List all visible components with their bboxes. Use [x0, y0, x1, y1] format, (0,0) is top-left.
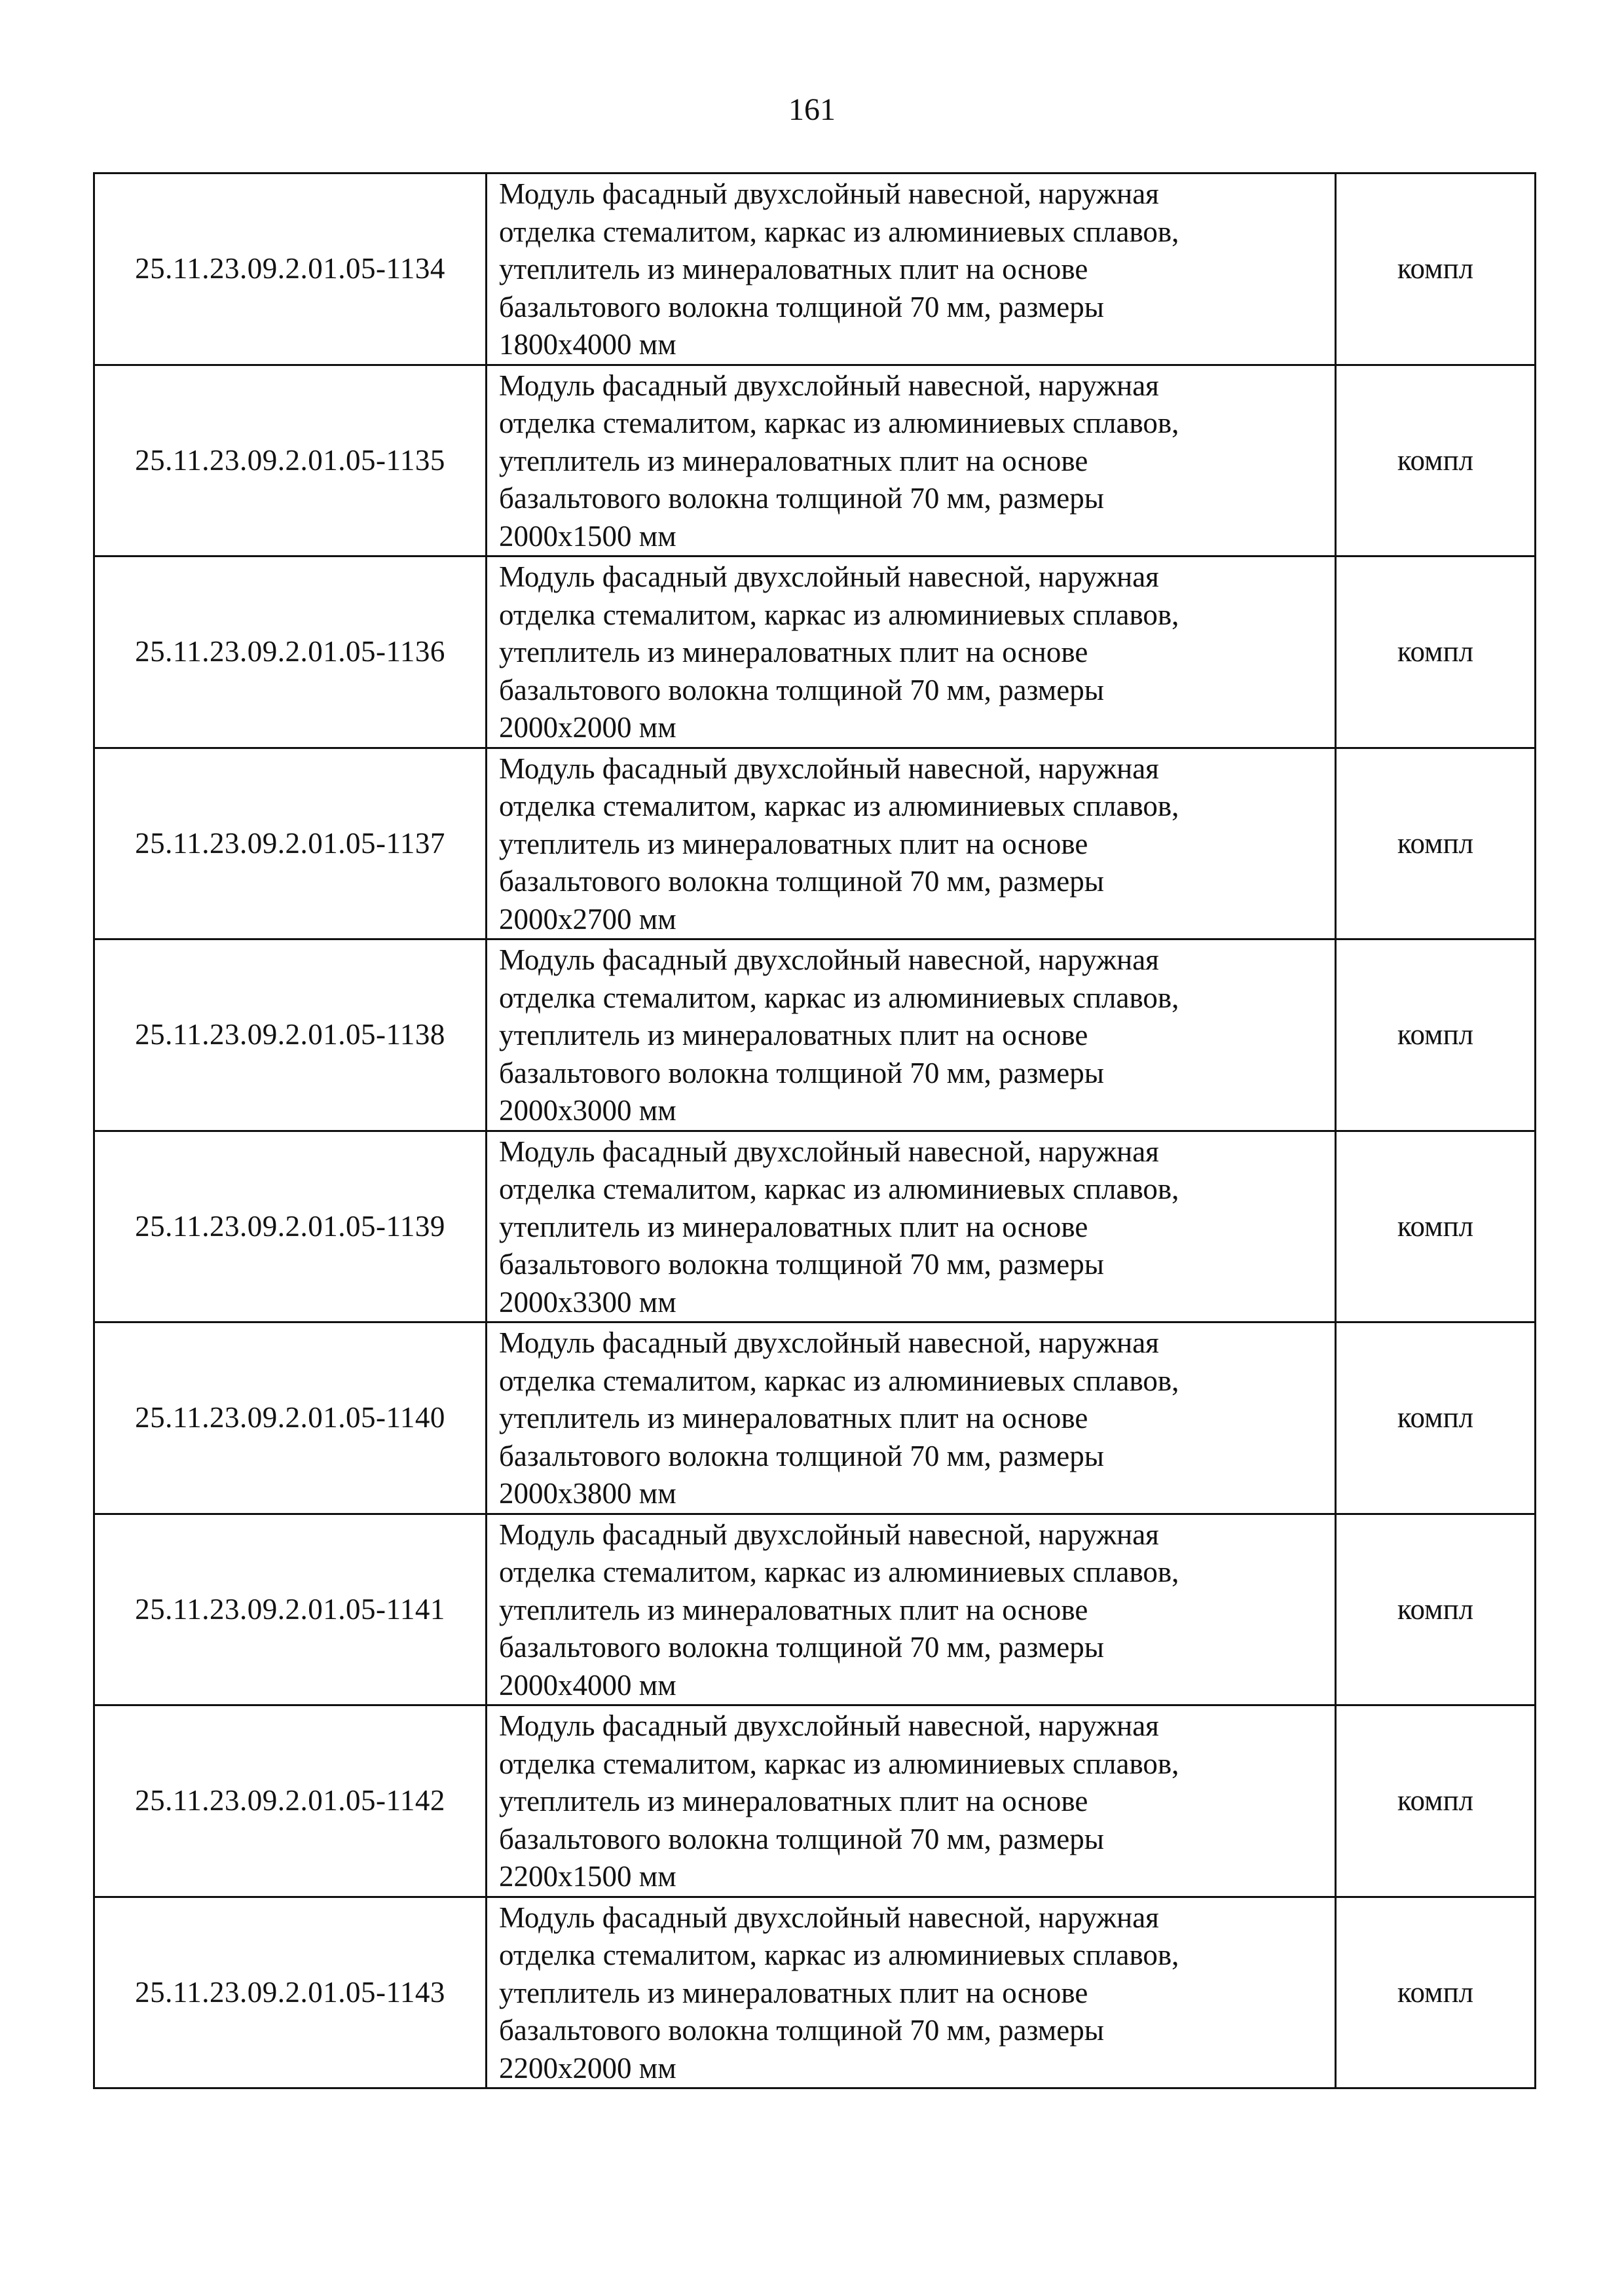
item-unit-cell [1336, 748, 1536, 939]
item-description-line: отделка стемалитом, каркас из алюминиевых сплавов, [499, 790, 1179, 822]
item-code-cell [94, 748, 487, 939]
table-row [94, 1131, 1536, 1322]
item-unit-cell [1336, 1322, 1536, 1514]
item-code: 25.11.23.09.2.01.05-1136 [135, 635, 445, 668]
item-description-line: базальтового волокна толщиной 70 мм, размеры [499, 1056, 1104, 1089]
item-code-cell [94, 1705, 487, 1897]
item-description-line: Модуль фасадный двухслойный навесной, наружная [499, 1709, 1159, 1742]
item-description-line: базальтового волокна толщиной 70 мм, размеры [499, 482, 1104, 515]
table-row [94, 748, 1536, 939]
item-description-cell [487, 1322, 1336, 1514]
item-description-line: базальтового волокна толщиной 70 мм, размеры [499, 673, 1104, 706]
item-description-line: Модуль фасадный двухслойный навесной, наружная [499, 1518, 1159, 1551]
item-code: 25.11.23.09.2.01.05-1135 [135, 443, 445, 477]
item-code: 25.11.23.09.2.01.05-1141 [135, 1592, 445, 1626]
item-description-line: отделка стемалитом, каркас из алюминиевых сплавов, [499, 981, 1179, 1014]
item-description-line: 2000х4000 мм [499, 1668, 676, 1702]
item-code: 25.11.23.09.2.01.05-1140 [135, 1401, 445, 1434]
item-description-line: 2200х2000 мм [499, 2051, 676, 2085]
item-unit: компл [1397, 252, 1474, 285]
item-unit-cell [1336, 173, 1536, 365]
item-description-line: базальтового волокна толщиной 70 мм, размеры [499, 1822, 1104, 1855]
item-description-line: утеплитель из минераловатных плит на основе [499, 1785, 1088, 1817]
item-code: 25.11.23.09.2.01.05-1138 [135, 1018, 445, 1051]
item-description-line: утеплитель из минераловатных плит на основе [499, 1210, 1088, 1243]
item-unit-cell [1336, 365, 1536, 556]
item-unit: компл [1397, 826, 1474, 860]
item-code-cell [94, 939, 487, 1131]
item-description-line: 2000х3800 мм [499, 1477, 676, 1510]
item-code-cell [94, 1131, 487, 1322]
item-unit-cell [1336, 1131, 1536, 1322]
item-description-line: Модуль фасадный двухслойный навесной, наружная [499, 369, 1159, 402]
item-description-line: утеплитель из минераловатных плит на основе [499, 636, 1088, 668]
table-row [94, 365, 1536, 556]
item-description-line: Модуль фасадный двухслойный навесной, наружная [499, 1901, 1159, 1934]
item-description-line: базальтового волокна толщиной 70 мм, размеры [499, 1248, 1104, 1281]
item-unit-cell [1336, 1897, 1536, 2088]
item-description-line: Модуль фасадный двухслойный навесной, наружная [499, 752, 1159, 785]
catalog-table [93, 172, 1536, 2089]
item-description-line: отделка стемалитом, каркас из алюминиевых сплавов, [499, 1364, 1179, 1397]
item-description-line: Модуль фасадный двухслойный навесной, наружная [499, 1135, 1159, 1168]
item-description-line: базальтового волокна толщиной 70 мм, размеры [499, 865, 1104, 898]
item-description-line: Модуль фасадный двухслойный навесной, наружная [499, 177, 1159, 210]
item-description-cell [487, 1705, 1336, 1897]
item-description-line: утеплитель из минераловатных плит на основе [499, 1019, 1088, 1051]
item-description-line: отделка стемалитом, каркас из алюминиевых сплавов, [499, 1747, 1179, 1780]
item-description-line: 2000х2700 мм [499, 902, 676, 936]
table-row [94, 1322, 1536, 1514]
item-description-line: отделка стемалитом, каркас из алюминиевых сплавов, [499, 598, 1179, 631]
item-description-line: 2000х1500 мм [499, 519, 676, 553]
item-description-line: Модуль фасадный двухслойный навесной, наружная [499, 560, 1159, 593]
item-description-cell [487, 556, 1336, 748]
item-code-cell [94, 1897, 487, 2088]
table-row [94, 1897, 1536, 2088]
item-description-line: 2000х3000 мм [499, 1094, 676, 1127]
item-code-cell [94, 365, 487, 556]
table-row [94, 939, 1536, 1131]
item-unit: компл [1397, 1592, 1474, 1626]
item-description-cell [487, 1131, 1336, 1322]
item-code: 25.11.23.09.2.01.05-1143 [135, 1975, 445, 2009]
item-code-cell [94, 1322, 487, 1514]
item-description-line: 2000х3300 мм [499, 1285, 676, 1319]
item-description-line: отделка стемалитом, каркас из алюминиевых сплавов, [499, 1939, 1179, 1971]
item-description-cell [487, 1897, 1336, 2088]
item-unit-cell [1336, 556, 1536, 748]
item-description-cell [487, 748, 1336, 939]
item-description-line: отделка стемалитом, каркас из алюминиевых сплавов, [499, 407, 1179, 439]
catalog-table-body [94, 173, 1536, 2088]
page-number: 161 [788, 92, 836, 127]
item-code-cell [94, 1514, 487, 1705]
item-description-line: утеплитель из минераловатных плит на основе [499, 444, 1088, 477]
item-description-line: утеплитель из минераловатных плит на основе [499, 1402, 1088, 1434]
item-code: 25.11.23.09.2.01.05-1137 [135, 826, 445, 860]
item-unit: компл [1397, 443, 1474, 477]
item-description-line: базальтового волокна толщиной 70 мм, размеры [499, 1439, 1104, 1472]
item-description-cell [487, 173, 1336, 365]
item-unit: компл [1397, 1018, 1474, 1051]
item-unit: компл [1397, 1209, 1474, 1243]
table-row [94, 1514, 1536, 1705]
item-code-cell [94, 556, 487, 748]
item-description-cell [487, 1514, 1336, 1705]
item-description-line: Модуль фасадный двухслойный навесной, наружная [499, 1326, 1159, 1359]
item-description-line: утеплитель из минераловатных плит на основе [499, 253, 1088, 285]
item-unit: компл [1397, 1975, 1474, 2009]
table-row [94, 556, 1536, 748]
item-description-line: отделка стемалитом, каркас из алюминиевых сплавов, [499, 215, 1179, 248]
item-description-cell [487, 939, 1336, 1131]
item-description-line: утеплитель из минераловатных плит на основе [499, 1593, 1088, 1626]
item-description-cell [487, 365, 1336, 556]
table-row [94, 173, 1536, 365]
item-description-line: базальтового волокна толщиной 70 мм, размеры [499, 1631, 1104, 1664]
item-unit: компл [1397, 1401, 1474, 1434]
item-description-line: базальтового волокна толщиной 70 мм, размеры [499, 2014, 1104, 2047]
item-description-line: утеплитель из минераловатных плит на основе [499, 1976, 1088, 2009]
item-code: 25.11.23.09.2.01.05-1134 [135, 252, 445, 285]
item-code: 25.11.23.09.2.01.05-1142 [135, 1784, 445, 1817]
item-unit-cell [1336, 1514, 1536, 1705]
item-description-line: Модуль фасадный двухслойный навесной, наружная [499, 943, 1159, 976]
item-description-line: отделка стемалитом, каркас из алюминиевых сплавов, [499, 1556, 1179, 1588]
item-unit: компл [1397, 1784, 1474, 1817]
item-description-line: утеплитель из минераловатных плит на основе [499, 827, 1088, 860]
item-unit-cell [1336, 939, 1536, 1131]
item-description-line: базальтового волокна толщиной 70 мм, размеры [499, 290, 1104, 323]
item-code-cell [94, 173, 487, 365]
table-row [94, 1705, 1536, 1897]
item-description-line: отделка стемалитом, каркас из алюминиевых сплавов, [499, 1173, 1179, 1205]
item-unit: компл [1397, 635, 1474, 668]
item-description-line: 2200х1500 мм [499, 1860, 676, 1893]
item-code: 25.11.23.09.2.01.05-1139 [135, 1209, 445, 1243]
item-unit-cell [1336, 1705, 1536, 1897]
item-description-line: 1800х4000 мм [499, 328, 676, 361]
item-description-line: 2000х2000 мм [499, 711, 676, 744]
